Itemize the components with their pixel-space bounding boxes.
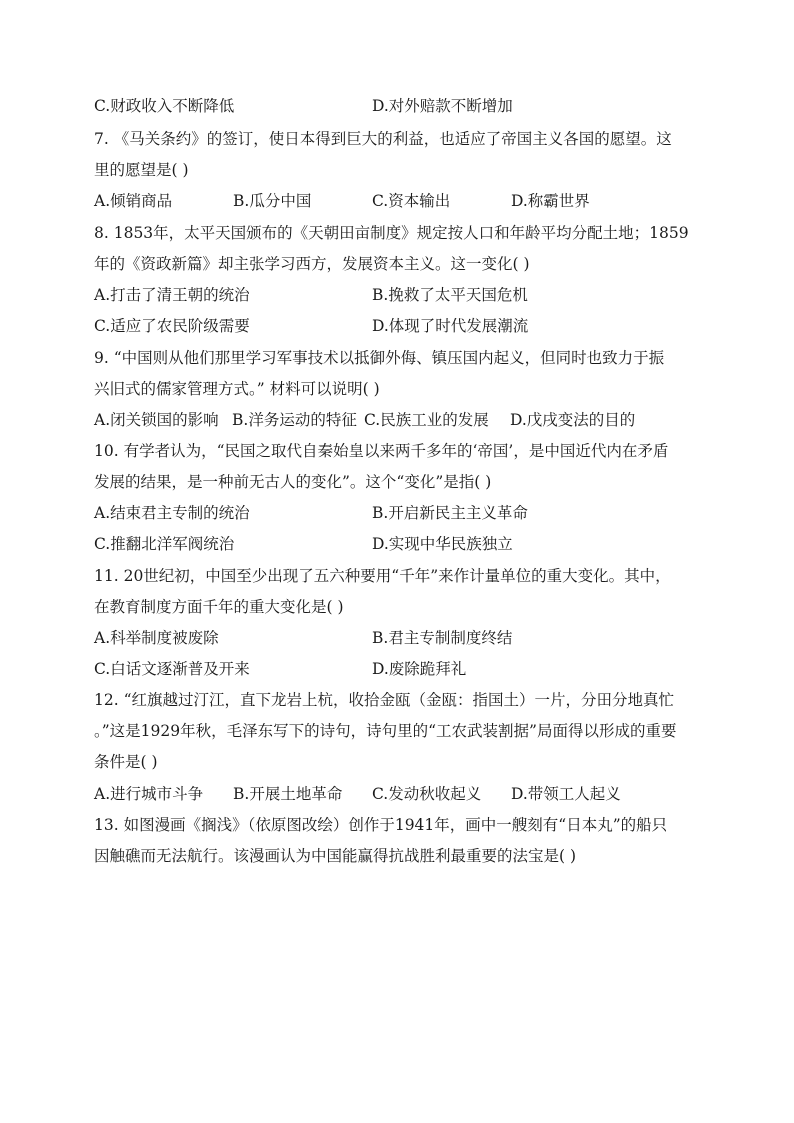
option-a: A.结束君主专制的统治 [94,504,250,522]
q10-stem-line-2: 发展的结果，是一种前无古人的变化”。这个“变化”是指( ) [94,473,492,491]
q11-stem-line-2: 在教育制度方面千年的重大变化是( ) [94,598,344,616]
q12-stem-line-1: 12. “红旗越过汀江，直下龙岩上杭，收拾金瓯（金瓯：指国土）一片，分田分地真忙 [94,691,675,709]
q10-stem-line-1: 10. 有学者认为，“民国之取代自秦始皇以来两千多年的‘帝国’，是中国近代内在矛盾 [94,442,669,460]
option-d: D.带领工人起义 [511,785,621,803]
option-d: D.对外赔款不断增加 [372,97,513,115]
option-b: B.开展土地革命 [233,785,343,803]
option-d: D.体现了时代发展潮流 [372,317,529,335]
option-b: B.挽救了太平天国危机 [372,286,528,304]
q7-stem-line-2: 里的愿望是( ) [94,161,189,179]
option-d: D.称霸世界 [511,192,590,210]
option-b: B.君主专制制度终结 [372,629,513,647]
option-c: C.白话文逐渐普及开来 [94,660,250,678]
option-a: A.进行城市斗争 [94,785,204,803]
option-c: C.适应了农民阶级需要 [94,317,250,335]
option-a: A.打击了清王朝的统治 [94,286,250,304]
option-c: C.发动秋收起义 [372,785,482,803]
option-c: C.推翻北洋军阀统治 [94,535,235,553]
q11-stem-line-1: 11. 20世纪初，中国至少出现了五六种要用“千年”来作计量单位的重大变化。其中， [94,567,671,585]
option-a: A.倾销商品 [94,192,173,210]
q13-stem-line-2: 因触礁而无法航行。该漫画认为中国能赢得抗战胜利最重要的法宝是( ) [94,847,577,865]
q13-stem-line-1: 13. 如图漫画《搁浅》（依原图改绘）创作于1941年，画中一艘刻有“日本丸”的船只 [94,816,668,834]
q7-stem-line-1: 7. 《马关条约》的签订，使日本得到巨大的利益，也适应了帝国主义各国的愿望。这 [94,130,672,148]
option-d: D.实现中华民族独立 [372,535,513,553]
q12-stem-line-3: 条件是( ) [94,753,158,771]
q9-stem-line-2: 兴旧式的儒家管理方式。” 材料可以说明( ) [94,380,380,398]
option-d: D.戊戌变法的目的 [510,411,636,429]
option-a: A.闭关锁国的影响 [94,411,219,429]
option-a: A.科举制度被废除 [94,629,219,647]
q8-stem-line-1: 8. 1853年，太平天国颁布的《天朝田亩制度》规定按人口和年龄平均分配土地；1859 [94,224,689,242]
option-b: B.瓜分中国 [233,192,312,210]
q8-stem-line-2: 年的《资政新篇》却主张学习西方，发展资本主义。这一变化( ) [94,255,530,273]
option-c: C.民族工业的发展 [364,411,489,429]
q12-stem-line-2: 。”这是1929年秋，毛泽东写下的诗句，诗句里的“工农武装割据”局面得以形成的重要 [94,722,677,740]
option-c: C.财政收入不断降低 [94,97,235,115]
option-c: C.资本输出 [372,192,451,210]
option-b: B.洋务运动的特征 [232,411,357,429]
q9-stem-line-1: 9. “中国则从他们那里学习军事技术以抵御外侮、镇压国内起义，但同时也致力于振 [94,349,665,367]
option-b: B.开启新民主主义革命 [372,504,528,522]
option-d: D.废除跪拜礼 [372,660,467,678]
